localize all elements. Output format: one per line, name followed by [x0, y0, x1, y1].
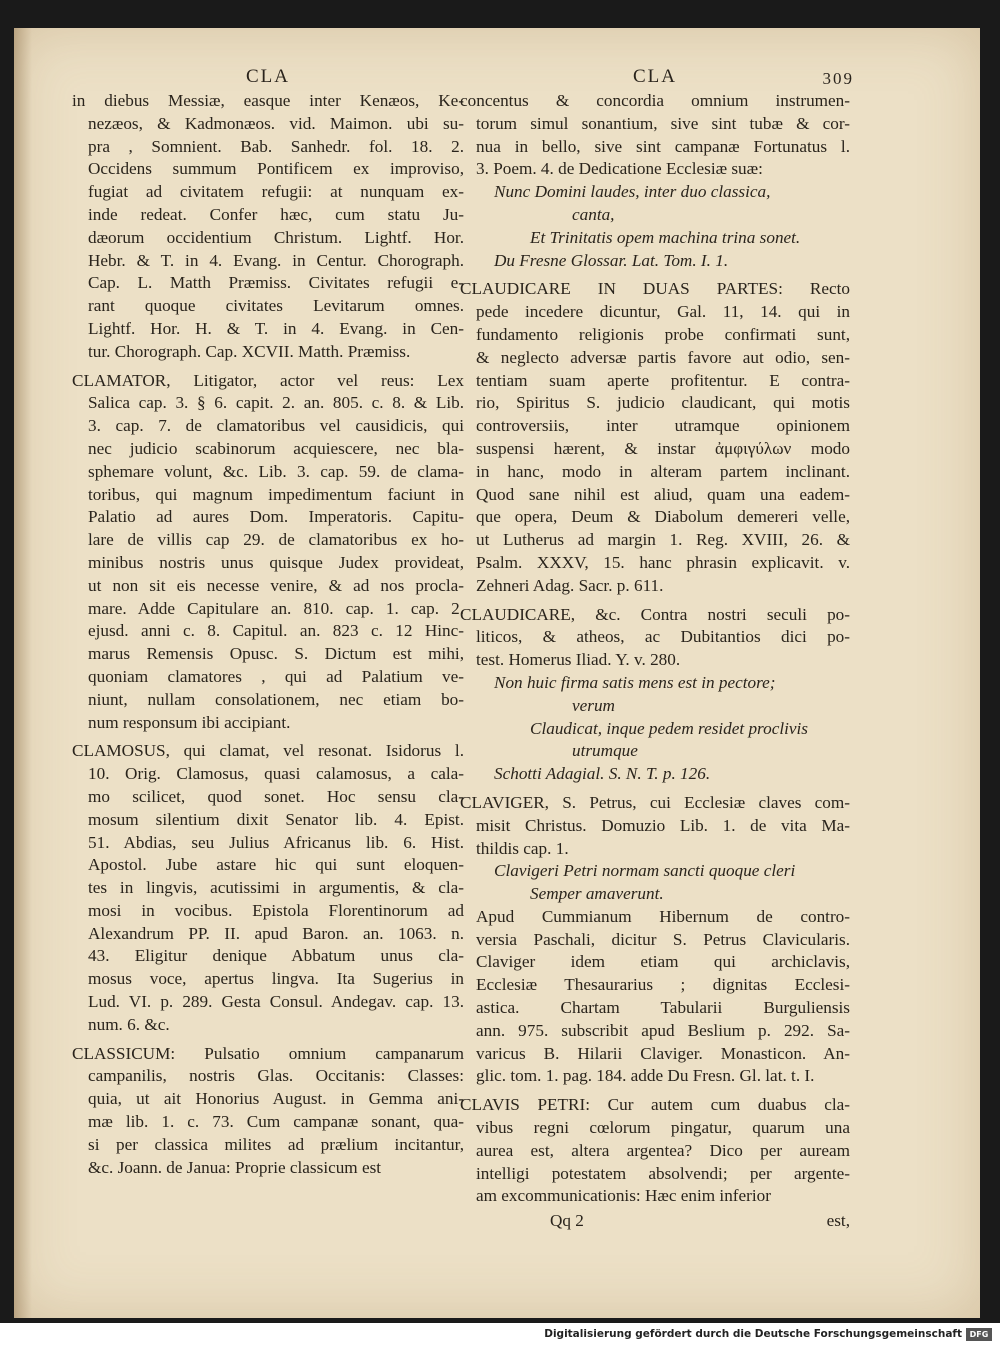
text-line: fundamento religionis probe confirmati sunt, [476, 324, 850, 344]
text-line: concentus & concordia omnium instrumen- [460, 91, 850, 110]
verse-line: utrumque [572, 741, 638, 761]
text-line: Cap. L. Matth Præmiss. Civitates refugii e- [88, 273, 464, 293]
text-line: nec judicio scabinorum acquiescere, nec bla- [88, 438, 464, 458]
text-line: 10. Orig. Clamosus, quasi calamosus, a cala- [88, 764, 464, 784]
text-line: versia Paschali, dicitur S. Petrus Clavicularis. [476, 929, 850, 949]
text-line: ejusd. anni c. 8. Capitul. an. 823 c. 12 Hinc- [88, 621, 464, 641]
right-running-header [460, 64, 854, 90]
text-line: fugiat ad civitatem refugii: at nunquam ex- [88, 182, 464, 202]
text-line: Claviger idem etiam qui archiclavis, [476, 952, 850, 972]
right-column-body [460, 90, 850, 1208]
text-line: CLAMATOR, Litigator, actor vel reus: Lex [72, 370, 464, 390]
text-line: vibus regni cœlorum pingatur, quarum una [476, 1118, 850, 1138]
text-line: mosum silentium dixit Senator lib. 4. Epist. [88, 809, 464, 829]
left-running-header: CLA [246, 66, 290, 87]
text-line: num. 6. &c. [88, 1014, 170, 1034]
text-line: controversiis, inter utramque opinionem [476, 416, 850, 436]
verse-line: Du Fresne Glossar. Lat. Tom. I. 1. [494, 250, 729, 270]
text-line: mæ lib. 1. c. 73. Cum campanæ sonant, qua- [88, 1112, 464, 1132]
footer-bar [0, 1323, 1000, 1347]
text-line: quia, ut ait Honorius August. in Gemma ani- [88, 1089, 464, 1109]
text-line: mare. Adde Capitulare an. 810. cap. 1. cap. 2. [88, 598, 464, 618]
text-line: 3. cap. 7. de clamatoribus vel causidicis, qui [88, 416, 464, 436]
dictionary-entry [460, 278, 850, 597]
signature-mark: Qq 2 [550, 1211, 584, 1231]
verse-line: verum [572, 695, 615, 715]
text-line: pra , Somnient. Bab. Sanhedr. fol. 18. 2. [88, 136, 464, 156]
funding-notice: Digitalisierung gefördert durch die Deutsche Forschungsgemeinschaft [544, 1328, 962, 1340]
text-line: in hanc, modo in alteram partem inclinant. [476, 461, 850, 481]
text-line: minibus nostris unus quisque Judex provideat, [88, 552, 464, 572]
left-column [72, 64, 464, 1179]
text-line: aurea est, altera argentea? Dico per auream [476, 1140, 850, 1160]
text-line: ann. 975. subscribit apud Beslium p. 292. Sa- [476, 1020, 850, 1040]
verse-line: Nunc Domini laudes, inter duo classica, [494, 182, 771, 202]
text-line: thildis cap. 1. [476, 838, 569, 858]
text-line: ut Lutherus ad margin 1. Reg. XVIII, 26. & [476, 530, 850, 550]
text-line: lare de villis cap 29. de clamatoribus ex ho- [88, 530, 464, 550]
text-line: pede incedere dicuntur, Gal. 11, 14. qui in [476, 302, 850, 322]
text-line: toribus, qui magnum impedimentum faciunt in [88, 484, 464, 504]
text-line: CLAMOSUS, qui clamat, vel resonat. Isidorus l. [72, 741, 464, 761]
catchword: est, [826, 1211, 850, 1231]
page-number: 309 [822, 69, 854, 88]
text-line: Ecclesiæ Thesaurarius ; dignitas Ecclesi- [476, 975, 850, 995]
text-line: suspensi hærent, & instar ἀμφιγύλων modo [476, 438, 850, 458]
text-line: torum simul sonantium, sive sint tubæ & cor- [476, 113, 850, 133]
text-line: intelligi potestatem absolvendi; per argente- [476, 1163, 850, 1183]
text-line: & neglecto adversæ partis favore aut odio, sen- [476, 347, 850, 367]
text-line: Lud. VI. p. 289. Gesta Consul. Andegav. cap. 13. [88, 992, 464, 1012]
text-line: in diebus Messiæ, easque inter Kenæos, Ke- [72, 91, 464, 110]
text-line: tur. Chorograph. Cap. XCVII. Matth. Præmiss. [88, 341, 411, 361]
text-line: tentiam suam aperte profitentur. E contra- [476, 370, 850, 390]
text-line: Psalm. XXXV, 15. hanc phrasin explicavit. v. [476, 552, 850, 572]
dictionary-entry [72, 370, 464, 735]
text-line: Salica cap. 3. § 6. capit. 2. an. 805. c. 8. & Lib. [88, 393, 464, 413]
text-line: misit Christus. Domuzio Lib. 1. de vita Ma- [476, 815, 850, 835]
verse-line: Clavigeri Petri normam sancti quoque cleri [494, 861, 796, 881]
text-line: &c. Joann. de Janua: Proprie classicum est [88, 1157, 382, 1177]
text-line: mosus voce, apertus lingva. Ita Sugerius in [88, 969, 464, 989]
text-line: astica. Chartam Tabularii Burguliensis [476, 998, 850, 1018]
text-line: quoniam clamatores , qui ad Palatium ve- [88, 666, 464, 686]
text-line: dæorum occidentium Christum. Lightf. Hor. [88, 227, 464, 247]
verse-line: Et Trinitatis opem machina trina sonet. [530, 227, 801, 247]
text-line: sphemare volunt, &c. Lib. 3. cap. 59. de clama- [88, 461, 464, 481]
right-column [460, 64, 854, 1233]
text-line: si per classica milites ad prælium incitantur, [88, 1134, 464, 1154]
text-line: niunt, nullam consolationem, nec etiam bo- [88, 689, 464, 709]
text-line: 43. Eligitur denique Abbatum unus cla- [88, 946, 464, 966]
text-line: mo scilicet, quod sonet. Hoc sensu cla- [88, 786, 464, 806]
dictionary-entry [460, 792, 850, 1088]
text-line: marus Remensis Opusc. S. Dictum est mihi, [88, 644, 464, 664]
dictionary-entry [460, 604, 850, 786]
text-line: Occidens summum Pontificem ex improviso, [88, 159, 464, 179]
verse-line: canta, [572, 204, 615, 224]
dictionary-entry [72, 1043, 464, 1180]
text-line: Palatio ad aures Dom. Imperatoris. Capitu- [88, 507, 464, 527]
text-line: ut non sit eis necesse venire, & ad nos procla- [88, 575, 464, 595]
text-line: varicus B. Hilarii Claviger. Monasticon. An- [476, 1043, 850, 1063]
text-line: Alexandrum PP. II. apud Baron. an. 1063. n. [88, 923, 464, 943]
right-header-label: CLA [633, 66, 677, 87]
verse-line: Schotti Adagial. S. N. T. p. 126. [494, 764, 711, 784]
text-line: CLAUDICARE, &c. Contra nostri seculi po- [460, 604, 850, 624]
signature-line [460, 1210, 850, 1233]
text-line: que opera, Deum & Diabolum demereri velle, [476, 507, 850, 527]
text-line: CLAUDICARE IN DUAS PARTES: Recto [460, 279, 850, 299]
text-line: glic. tom. 1. pag. 184. adde Du Fresn. Gl. lat. t. I. [476, 1066, 815, 1086]
text-line: nua in bello, sive sint campanæ Fortunatus l. [476, 136, 850, 156]
text-line: 3. Poem. 4. de Dedicatione Ecclesiæ suæ: [476, 159, 763, 179]
verse-line: Semper amaverunt. [530, 884, 664, 904]
text-line: Zehneri Adag. Sacr. p. 611. [476, 575, 664, 595]
text-line: CLAVIGER, S. Petrus, cui Ecclesiæ claves com- [460, 792, 850, 812]
text-line: Apostol. Jube astare hic qui sunt eloquen- [88, 855, 464, 875]
text-line: Apud Cummianum Hibernum de contro- [476, 906, 850, 926]
text-line: liticos, & atheos, ac Dubitantios dici po- [476, 627, 850, 647]
text-line: 51. Abdias, seu Julius Africanus lib. 6. Hist. [88, 832, 464, 852]
dictionary-entry [460, 1094, 850, 1208]
text-line: Hebr. & T. in 4. Evang. in Centur. Chorograph. [88, 250, 464, 270]
text-line: num responsum ibi accipiant. [88, 712, 291, 732]
left-column-body [72, 90, 464, 1179]
text-line: CLASSICUM: Pulsatio omnium campanarum [72, 1043, 464, 1063]
verse-line: Non huic firma satis mens est in pectore; [494, 672, 776, 692]
text-line: mosi in vocibus. Epistola Florentinorum ad [88, 900, 464, 920]
dictionary-entry [72, 740, 464, 1036]
text-line: inde redeat. Confer hæc, cum statu Ju- [88, 204, 464, 224]
text-line: Lightf. Hor. H. & T. in 4. Evang. in Cen- [88, 318, 464, 338]
dictionary-entry [460, 90, 850, 272]
text-line: am excommunicationis: Hæc enim inferior [476, 1186, 771, 1206]
text-line: rant quoque civitates Levitarum omnes. [88, 296, 464, 316]
dictionary-entry [72, 90, 464, 364]
text-line: test. Homerus Iliad. Y. v. 280. [476, 650, 681, 670]
text-line: tes in lingvis, acutissimi in argumentis, & cla- [88, 878, 464, 898]
text-line: rio, Spiritus S. judicio claudicant, qui motis [476, 393, 850, 413]
verse-line: Claudicat, inque pedem residet proclivis [530, 718, 808, 738]
text-line: CLAVIS PETRI: Cur autem cum duabus cla- [460, 1095, 850, 1115]
text-line: campanilis, nostris Glas. Occitanis: Classes: [88, 1066, 464, 1086]
dfg-logo: DFG [966, 1328, 992, 1341]
text-line: nezæos, & Kadmonæos. vid. Maimon. ubi su- [88, 113, 464, 133]
book-page [14, 28, 980, 1318]
text-line: Quod sane nihil est aliud, quam una eadem- [476, 484, 850, 504]
